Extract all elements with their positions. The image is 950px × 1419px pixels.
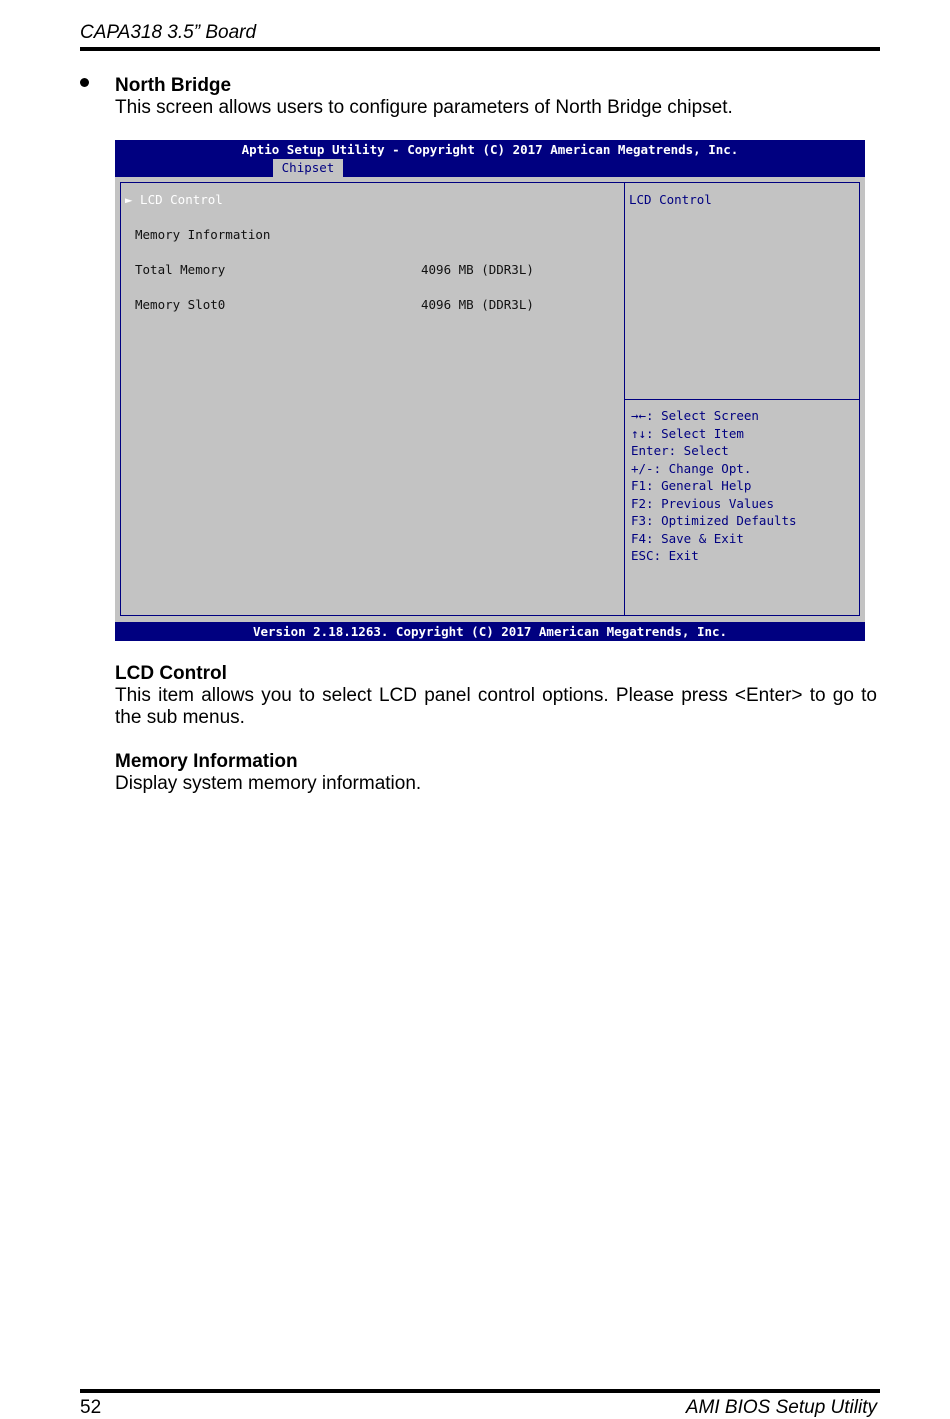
bullet-icon [80,78,89,87]
bios-help-panel [624,182,860,400]
key-hint-select-item: ↑↓: Select Item [631,425,744,441]
key-hint-f1: F1: General Help [631,478,752,493]
memory-slot-value: 4096 MB (DDR3L) [421,297,534,312]
item-title-memory-information: Memory Information [115,751,298,772]
bios-title-bar [115,140,865,177]
section-title: North Bridge [115,75,232,96]
key-hint-f4: F4: Save & Exit [631,530,744,546]
header-rule [80,47,880,51]
menu-item-lcd-control[interactable]: ► LCD Control [125,192,223,207]
document-header-title: CAPA318 3.5” Board [80,22,257,43]
bios-title: Aptio Setup Utility - Copyright (C) 2017 American Megatrends, Inc. [241,142,739,157]
bios-screenshot [115,140,865,641]
memory-slot-label: Memory Slot0 [135,297,226,312]
bios-keys-panel [624,399,860,616]
key-hint-esc: ESC: Exit [631,548,699,563]
menu-item-memory-information: Memory Information [135,227,271,242]
bios-version-bar: Version 2.18.1263. Copyright (C) 2017 American Megatrends, Inc. [115,622,865,641]
footer-title: AMI BIOS Setup Utility [685,1397,877,1418]
item-title-lcd-control: LCD Control [115,663,227,684]
page-number: 52 [80,1397,102,1418]
key-hint-f2: F2: Previous Values [631,495,774,511]
item-description-lcd-control: This item allows you to select LCD panel control options. Please press <Enter> to go to the sub menus. [115,685,877,728]
key-hint-change-opt: +/-: Change Opt. [631,460,752,476]
section-description: This screen allows users to configure parameters of North Bridge chipset. [115,97,733,118]
help-text: LCD Control [629,192,712,207]
key-hint-select-screen: →←: Select Screen [631,408,759,423]
total-memory-label: Total Memory [135,262,226,277]
total-memory-value: 4096 MB (DDR3L) [421,262,534,277]
footer-rule [80,1389,880,1393]
item-description-memory-information: Display system memory information. [115,773,422,794]
bios-tab-chipset[interactable]: Chipset [273,159,343,177]
bios-main-panel [120,182,625,616]
key-hint-f3: F3: Optimized Defaults [631,513,797,528]
key-hint-enter: Enter: Select [631,443,729,458]
